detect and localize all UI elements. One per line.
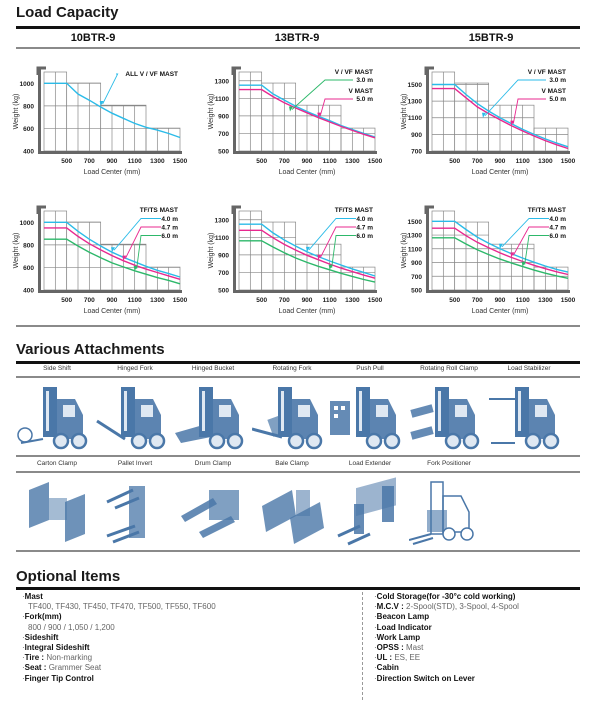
bullet-icon: · <box>22 663 25 673</box>
bullet-icon: · <box>374 592 377 601</box>
y-tick-label: 900 <box>411 131 422 139</box>
y-tick-label: 800 <box>23 103 34 111</box>
optional-item <box>22 633 216 643</box>
model-title-15btr: 15BTR-9 <box>468 32 514 44</box>
attachment-label: Load Extender <box>348 460 392 467</box>
model-rule <box>16 47 580 49</box>
attachments-row2-top-rule <box>16 455 580 457</box>
legend-label: 4.0 m <box>161 216 178 223</box>
x-tick-label: 1100 <box>127 297 142 304</box>
optional-item-label: Integral Sideshift <box>24 643 90 653</box>
bullet-icon: · <box>374 663 377 673</box>
y-tick-label: 1100 <box>214 234 229 242</box>
x-tick-label: 1300 <box>150 158 165 165</box>
forklift-rotating-fork-icon <box>252 381 332 456</box>
attachment-label: Hinged Bucket <box>191 365 235 372</box>
x-tick-label: 1300 <box>538 297 553 304</box>
optional-item-label: OPSS : <box>376 643 407 653</box>
load-extender-icon <box>330 476 410 553</box>
x-tick-label: 1100 <box>127 158 142 165</box>
legend-title: TF/TS MAST <box>334 207 373 214</box>
optional-item <box>22 612 216 622</box>
optional-items-right <box>374 592 519 684</box>
x-tick-label: 700 <box>471 297 483 304</box>
optional-item <box>374 602 519 612</box>
y-tick-label: 1300 <box>407 98 422 106</box>
legend-label: 4.0 m <box>356 216 373 223</box>
model-title-13btr: 13BTR-9 <box>274 32 320 44</box>
optional-item-label: UL : <box>376 653 395 663</box>
y-tick-label: 400 <box>23 287 34 295</box>
legend-label: 4.0 m <box>549 216 566 223</box>
y-tick-label: 600 <box>23 125 34 133</box>
y-tick-label: 1000 <box>19 219 34 227</box>
load-capacity-title: Load Capacity <box>16 4 119 21</box>
x-tick-label: 900 <box>301 297 313 304</box>
y-tick-label: 1100 <box>407 115 422 123</box>
legend-label: 4.7 m <box>549 224 566 232</box>
optional-item <box>374 674 519 684</box>
y-tick-label: 500 <box>218 148 229 156</box>
y-tick-label: 800 <box>23 242 34 250</box>
grid <box>432 211 568 290</box>
model-title-10btr: 10BTR-9 <box>70 32 116 44</box>
optional-item <box>374 653 519 663</box>
attachment-label: Carton Clamp <box>36 460 78 467</box>
y-tick-label: 1300 <box>214 217 229 225</box>
attachment-label: Pallet Invert <box>117 460 153 467</box>
y-tick-label: 1500 <box>407 218 422 226</box>
legend-label: 6.0 m <box>549 233 566 240</box>
y-axis-label: Weight (kg) <box>401 232 408 269</box>
optional-item-label: Mast <box>24 592 43 601</box>
y-tick-label: 900 <box>218 252 229 260</box>
y-tick-label: 900 <box>218 113 229 121</box>
legend-label: V / VF MAST <box>527 69 566 76</box>
bullet-icon: · <box>22 592 25 601</box>
optional-item-label: Tire : <box>24 653 47 663</box>
optional-item-detail: 800 / 900 / 1,050 / 1,200 <box>28 622 115 632</box>
bullet-icon: · <box>374 632 377 642</box>
y-tick-label: 700 <box>218 269 229 277</box>
y-tick-label: 500 <box>218 287 229 295</box>
optional-item <box>374 612 519 622</box>
y-tick-label: 700 <box>411 148 422 156</box>
y-axis-label: Weight (kg) <box>401 93 408 130</box>
y-tick-label: 900 <box>411 260 422 268</box>
x-tick-label: 900 <box>301 158 313 165</box>
x-axis-label: Load Center (mm) <box>83 169 141 176</box>
drum-clamp-icon <box>173 476 253 553</box>
y-tick-label: 1000 <box>19 80 34 88</box>
attachments-row2-rule <box>16 471 580 473</box>
x-axis-label: Load Center (mm) <box>83 308 141 315</box>
optional-item-detail: TF400, TF430, TF450, TF470, TF500, TF550, TF600 <box>28 602 216 612</box>
optional-item-label: M.C.V : <box>376 602 407 612</box>
optional-item-value: 2-Spool(STD), 3-Spool, 4-Spool <box>406 602 519 612</box>
legend-label: 6.0 m <box>161 233 178 240</box>
bullet-icon: · <box>374 643 377 653</box>
optional-item <box>22 663 216 673</box>
optional-item-value: Mast <box>406 643 424 653</box>
x-tick-label: 1500 <box>367 297 383 304</box>
attachments-bottom-rule <box>16 550 580 552</box>
x-tick-label: 500 <box>61 297 73 304</box>
x-tick-label: 500 <box>61 158 73 165</box>
load-chart-15btr-tfts <box>398 201 578 319</box>
x-tick-label: 1100 <box>322 297 337 304</box>
x-tick-label: 900 <box>106 158 118 165</box>
legend-label: V MAST <box>348 88 373 95</box>
x-axis-label: Load Center (mm) <box>471 169 529 176</box>
forklift-hinged-fork-icon <box>95 381 175 456</box>
optional-item-label: Fork(mm) <box>24 612 62 622</box>
optional-item-label: Direction Switch on Lever <box>376 673 475 683</box>
y-tick-label: 600 <box>23 264 34 272</box>
bullet-icon: · <box>374 653 377 663</box>
legend-leader <box>125 227 161 259</box>
load-chart-13btr-vvf <box>205 62 385 180</box>
optional-item <box>374 663 519 673</box>
forklift-side-shift-icon <box>17 381 97 456</box>
x-tick-label: 1300 <box>150 297 165 304</box>
attachment-label: Fork Positioner <box>427 460 471 467</box>
pallet-invert-icon <box>95 476 175 553</box>
x-tick-label: 1100 <box>515 297 530 304</box>
y-tick-label: 1500 <box>407 81 422 89</box>
x-tick-label: 1500 <box>367 158 383 165</box>
optional-items-left <box>22 592 216 684</box>
legend-label: 5.0 m <box>549 96 566 103</box>
y-tick-label: 1100 <box>214 95 229 103</box>
y-axis-label: Weight (kg) <box>208 93 215 130</box>
x-axis-label: Load Center (mm) <box>471 308 529 315</box>
y-axis-label: Weight (kg) <box>13 93 20 130</box>
x-tick-label: 900 <box>106 297 118 304</box>
y-tick-label: 1300 <box>407 232 422 240</box>
forklift-load-stabilizer-icon <box>489 381 569 456</box>
legend-label: 3.0 m <box>549 77 566 84</box>
forklift-push-pull-icon <box>330 381 410 456</box>
attachments-row1-rule <box>16 376 580 378</box>
legend-leader <box>513 99 546 124</box>
optional-item-label: Cold Storage(for -30°c cold working) <box>376 592 516 601</box>
x-tick-label: 700 <box>83 297 95 304</box>
x-tick-label: 700 <box>278 158 290 165</box>
y-tick-label: 700 <box>411 273 422 281</box>
optional-item <box>374 592 519 602</box>
x-tick-label: 1300 <box>538 158 553 165</box>
optional-item <box>22 592 216 602</box>
legend-label: 6.0 m <box>356 233 373 240</box>
attachment-label: Rotating Fork <box>272 365 312 372</box>
y-tick-label: 700 <box>218 130 229 138</box>
x-tick-label: 500 <box>449 158 461 165</box>
y-axis-label: Weight (kg) <box>208 232 215 269</box>
bale-clamp-icon <box>252 476 332 553</box>
attachment-label: Side Shift <box>43 365 71 372</box>
x-tick-label: 1500 <box>560 158 576 165</box>
attachments-title: Various Attachments <box>16 341 165 358</box>
bullet-icon: · <box>374 673 377 683</box>
optional-item-label: Seat : <box>24 663 49 673</box>
bullet-icon: · <box>22 643 25 653</box>
attachment-label: Load Stabilizer <box>507 365 551 372</box>
x-tick-label: 1100 <box>515 158 530 165</box>
legend-label: 5.0 m <box>356 96 373 103</box>
x-tick-label: 1500 <box>172 297 188 304</box>
legend-title: TF/TS MAST <box>527 207 566 214</box>
optional-item <box>374 633 519 643</box>
y-axis-label: Weight (kg) <box>13 232 20 269</box>
legend-label: V / VF MAST <box>334 69 373 76</box>
attachment-label: Push Pull <box>356 365 384 372</box>
bullet-icon: · <box>374 612 377 622</box>
y-tick-label: 1300 <box>214 78 229 86</box>
carton-clamp-icon <box>17 476 97 553</box>
attachment-label: Bale Clamp <box>275 460 309 467</box>
bullet-icon: · <box>374 602 377 612</box>
optional-item <box>374 643 519 653</box>
x-axis-label: Load Center (mm) <box>278 308 336 315</box>
x-tick-label: 700 <box>471 158 483 165</box>
optional-item-value: Grammer Seat <box>48 663 102 673</box>
legend-label: V MAST <box>541 88 566 95</box>
legend-leader <box>320 227 356 258</box>
bullet-icon: · <box>374 622 377 632</box>
load-chart-15btr-vvf <box>398 62 578 180</box>
x-tick-label: 1300 <box>345 158 360 165</box>
x-tick-label: 500 <box>449 297 461 304</box>
x-tick-label: 900 <box>494 297 506 304</box>
x-tick-label: 500 <box>256 297 268 304</box>
optional-item-label: Load Indicator <box>376 622 432 632</box>
y-tick-label: 500 <box>411 287 422 295</box>
forklift-rotating-roll-clamp-icon <box>409 381 489 456</box>
x-tick-label: 1500 <box>172 158 188 165</box>
optional-item <box>22 674 216 684</box>
optional-item <box>374 623 519 633</box>
optional-items-divider <box>362 592 363 700</box>
legend-title: TF/TS MAST <box>139 207 178 214</box>
attachment-label: Hinged Fork <box>117 365 153 372</box>
legend-label: 4.7 m <box>356 224 373 232</box>
load-chart-10btr-vvf <box>10 62 190 180</box>
optional-items-title: Optional Items <box>16 568 121 585</box>
y-tick-label: 1100 <box>407 246 422 254</box>
forklift-fork-positioner-icon <box>409 476 489 551</box>
optional-item-label: Sideshift <box>24 632 59 642</box>
grid-cell <box>67 83 101 151</box>
optional-item-label: Cabin <box>376 663 399 673</box>
x-tick-label: 1100 <box>322 158 337 165</box>
optional-item-label: Work Lamp <box>376 632 421 642</box>
bullet-icon: · <box>22 632 25 642</box>
section-rule <box>16 26 580 29</box>
x-axis-label: Load Center (mm) <box>278 169 336 176</box>
optional-item-value: ES, EE <box>394 653 421 663</box>
legend-label: ALL V / VF MAST <box>125 71 178 78</box>
optional-item-label: Beacon Lamp <box>376 612 430 622</box>
x-tick-label: 900 <box>494 158 506 165</box>
forklift-hinged-bucket-icon <box>173 381 253 456</box>
legend-leader <box>513 227 549 255</box>
x-tick-label: 500 <box>256 158 268 165</box>
load-chart-10btr-tfts <box>10 201 190 319</box>
x-tick-label: 700 <box>83 158 95 165</box>
x-tick-label: 1500 <box>560 297 576 304</box>
x-tick-label: 700 <box>278 297 290 304</box>
bullet-icon: · <box>22 612 25 622</box>
x-tick-label: 1300 <box>345 297 360 304</box>
y-tick-label: 400 <box>23 148 34 156</box>
section-rule <box>16 361 580 364</box>
optional-item <box>22 643 216 653</box>
section-rule <box>16 587 580 590</box>
attachment-label: Rotating Roll Clamp <box>420 365 478 372</box>
legend-label: 4.7 m <box>161 224 178 232</box>
legend-leader <box>320 99 353 116</box>
optional-item-label: Finger Tip Control <box>24 673 94 683</box>
optional-item-value: Non-marking <box>46 653 93 663</box>
legend-leader <box>103 74 118 104</box>
legend-label: 3.0 m <box>356 77 373 84</box>
bullet-icon: · <box>22 673 25 683</box>
load-chart-13btr-tfts <box>205 201 385 319</box>
attachment-label: Drum Clamp <box>194 460 232 467</box>
bullet-icon: · <box>22 653 25 663</box>
optional-item <box>22 653 216 663</box>
chart-bottom-rule <box>16 325 580 327</box>
